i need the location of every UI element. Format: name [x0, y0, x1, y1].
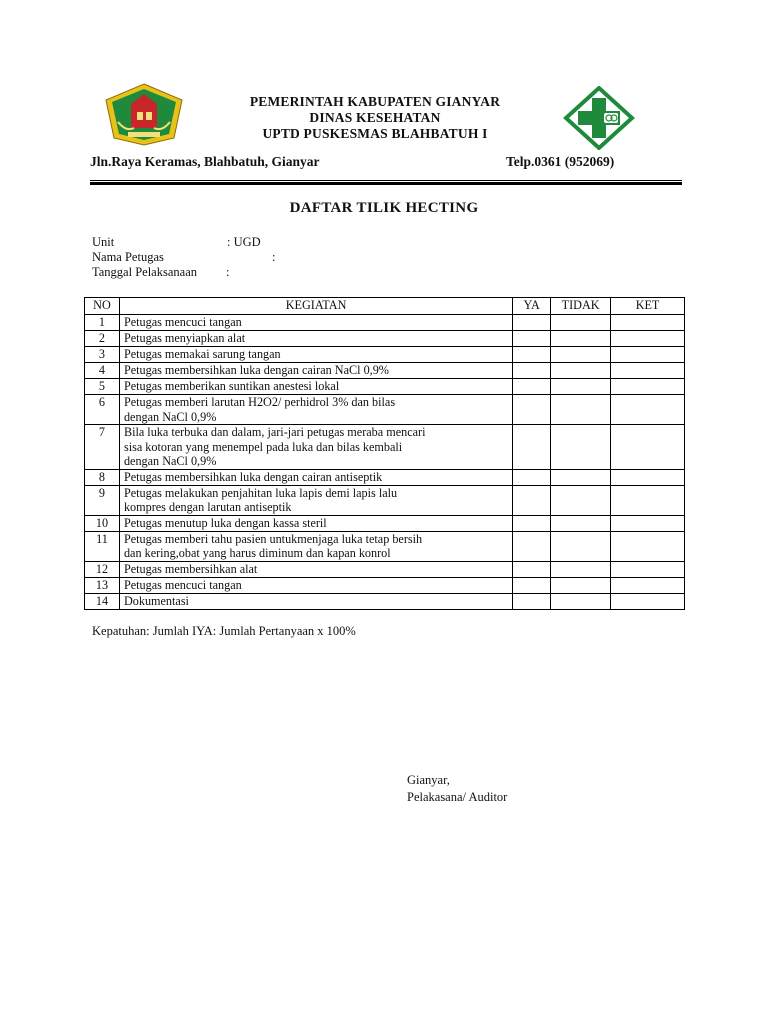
row-kegiatan — [119, 561, 512, 577]
cell-ya[interactable] — [513, 531, 551, 561]
cell-ya[interactable] — [513, 363, 551, 379]
cell-tidak[interactable] — [551, 469, 611, 485]
kegiatan-line: Petugas memberi larutan H2O2/ perhidrol 3% dan bilas — [123, 395, 396, 409]
cell-tidak[interactable] — [551, 363, 611, 379]
cell-tidak[interactable] — [551, 593, 611, 609]
unit-value: : UGD — [227, 235, 261, 249]
gianyar-emblem-logo — [104, 82, 184, 146]
header-address: Jln.Raya Keramas, Blahbatuh, Gianyar — [90, 154, 320, 169]
kegiatan-line: Petugas membersihkan alat — [123, 561, 258, 576]
row-number: 11 — [85, 531, 120, 561]
row-number: 7 — [85, 425, 120, 470]
header-phone: Telp.0361 (952069) — [506, 154, 615, 169]
cell-tidak[interactable] — [551, 395, 611, 425]
kegiatan-line: Dokumentasi — [123, 593, 189, 608]
cell-ket[interactable] — [611, 469, 685, 485]
cell-ket[interactable] — [611, 577, 685, 593]
row-kegiatan — [119, 425, 512, 470]
header-no: NO — [85, 298, 120, 315]
cell-ket[interactable] — [611, 331, 685, 347]
cell-tidak[interactable] — [551, 531, 611, 561]
signature-role: Pelakasana/ Auditor — [407, 790, 508, 804]
cell-ya[interactable] — [513, 469, 551, 485]
puskesmas-cross-logo — [562, 86, 636, 150]
cell-tidak[interactable] — [551, 561, 611, 577]
table-row — [85, 485, 685, 515]
header-line-2: DINAS KESEHATAN — [309, 110, 441, 125]
row-kegiatan — [119, 395, 512, 425]
unit-label: Unit — [92, 235, 115, 249]
row-number: 9 — [85, 485, 120, 515]
cell-tidak[interactable] — [551, 485, 611, 515]
cell-ket[interactable] — [611, 395, 685, 425]
table-row — [85, 561, 685, 577]
cell-ya[interactable] — [513, 577, 551, 593]
kegiatan-line: Petugas mencuci tangan — [123, 577, 242, 592]
header-kegiatan: KEGIATAN — [119, 298, 512, 315]
row-kegiatan — [119, 469, 512, 485]
header-ket: KET — [611, 298, 685, 315]
nama-value: : — [272, 250, 276, 264]
cell-ket[interactable] — [611, 315, 685, 331]
row-kegiatan — [119, 593, 512, 609]
row-kegiatan — [119, 331, 512, 347]
row-number: 2 — [85, 331, 120, 347]
table-row — [85, 331, 685, 347]
cell-tidak[interactable] — [551, 347, 611, 363]
cell-ya[interactable] — [513, 485, 551, 515]
kegiatan-line: dengan NaCl 0,9% — [123, 454, 217, 468]
row-number: 1 — [85, 315, 120, 331]
table-row — [85, 347, 685, 363]
cell-ket[interactable] — [611, 515, 685, 531]
kegiatan-line: Petugas menyiapkan alat — [123, 331, 246, 345]
header-rule-thick — [90, 182, 682, 185]
cell-ya[interactable] — [513, 593, 551, 609]
kegiatan-line: Petugas melakukan penjahitan luka lapis demi lapis lalu — [123, 485, 398, 500]
cell-ket[interactable] — [611, 593, 685, 609]
nama-label: Nama Petugas — [92, 250, 164, 264]
kegiatan-line: Petugas memberikan suntikan anestesi lokal — [123, 379, 340, 393]
table-row — [85, 469, 685, 485]
row-number: 4 — [85, 363, 120, 379]
table-row — [85, 363, 685, 379]
header-ya: YA — [513, 298, 551, 315]
row-kegiatan — [119, 363, 512, 379]
row-number: 8 — [85, 469, 120, 485]
table-row — [85, 593, 685, 609]
cell-ya[interactable] — [513, 395, 551, 425]
row-number: 12 — [85, 561, 120, 577]
cell-ket[interactable] — [611, 379, 685, 395]
row-kegiatan — [119, 531, 512, 561]
cell-ya[interactable] — [513, 331, 551, 347]
table-row — [85, 577, 685, 593]
row-number: 5 — [85, 379, 120, 395]
table-row — [85, 395, 685, 425]
tanggal-label: Tanggal Pelaksanaan — [92, 265, 197, 279]
row-kegiatan — [119, 485, 512, 515]
cell-ya[interactable] — [513, 515, 551, 531]
cell-ket[interactable] — [611, 363, 685, 379]
kegiatan-line: Petugas mencuci tangan — [123, 315, 242, 329]
kegiatan-line: Petugas membersihkan luka dengan cairan NaCl 0,9% — [123, 363, 389, 377]
row-kegiatan — [119, 379, 512, 395]
table-row — [85, 379, 685, 395]
signature-place: Gianyar, — [407, 773, 450, 787]
kegiatan-line: Petugas memberi tahu pasien untukmenjaga luka tetap bersih — [123, 531, 423, 546]
cell-ket[interactable] — [611, 425, 685, 470]
cell-ket[interactable] — [611, 531, 685, 561]
kegiatan-line: kompres dengan larutan antiseptik — [123, 500, 292, 514]
kegiatan-line: dan kering,obat yang harus diminum dan kapan konrol — [123, 546, 391, 560]
header-line-1: PEMERINTAH KABUPATEN GIANYAR — [249, 94, 501, 109]
header-rule-thin — [90, 180, 682, 181]
cell-ya[interactable] — [513, 561, 551, 577]
row-number: 6 — [85, 395, 120, 425]
checklist-table — [84, 297, 685, 610]
row-kegiatan — [119, 347, 512, 363]
row-number: 3 — [85, 347, 120, 363]
row-kegiatan — [119, 515, 512, 531]
cell-tidak[interactable] — [551, 331, 611, 347]
cell-ya[interactable] — [513, 379, 551, 395]
cell-tidak[interactable] — [551, 315, 611, 331]
document-title: DAFTAR TILIK HECTING — [289, 200, 479, 216]
kegiatan-line: Petugas membersihkan luka dengan cairan antiseptik — [123, 469, 383, 484]
row-kegiatan — [119, 315, 512, 331]
cell-ya[interactable] — [513, 425, 551, 470]
cell-ket[interactable] — [611, 561, 685, 577]
row-number: 13 — [85, 577, 120, 593]
tanggal-value: : — [226, 265, 230, 279]
table-header-row — [85, 298, 685, 315]
kegiatan-line: Petugas memakai sarung tangan — [123, 347, 281, 361]
table-row — [85, 315, 685, 331]
table-row — [85, 531, 685, 561]
table-row — [85, 515, 685, 531]
cell-tidak[interactable] — [551, 577, 611, 593]
cell-tidak[interactable] — [551, 425, 611, 470]
cell-ya[interactable] — [513, 315, 551, 331]
kegiatan-line: Petugas menutup luka dengan kassa steril — [123, 515, 327, 530]
kegiatan-line: dengan NaCl 0,9% — [123, 409, 217, 424]
header-tidak: TIDAK — [551, 298, 611, 315]
cell-ya[interactable] — [513, 347, 551, 363]
row-kegiatan — [119, 577, 512, 593]
table-row — [85, 425, 685, 470]
compliance-note: Kepatuhan: Jumlah IYA: Jumlah Pertanyaan x 100% — [92, 624, 356, 638]
cell-tidak[interactable] — [551, 515, 611, 531]
header-line-3: UPTD PUSKESMAS BLAHBATUH I — [262, 126, 488, 141]
row-number: 14 — [85, 593, 120, 609]
cell-ket[interactable] — [611, 347, 685, 363]
cell-ket[interactable] — [611, 485, 685, 515]
kegiatan-line: Bila luka terbuka dan dalam, jari-jari petugas meraba mencari — [123, 425, 426, 439]
kegiatan-line: sisa kotoran yang menempel pada luka dan bilas kembali — [123, 439, 403, 454]
checklist-body — [85, 315, 685, 610]
row-number: 10 — [85, 515, 120, 531]
cell-tidak[interactable] — [551, 379, 611, 395]
